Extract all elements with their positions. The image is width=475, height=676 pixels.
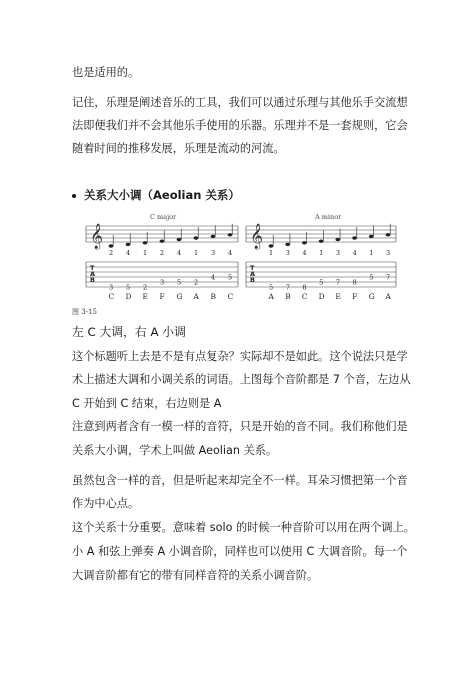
left-notehead [126,243,131,246]
left-finger-number: 1 [194,249,199,257]
right-notehead [302,241,307,244]
left-note-name: C [227,292,234,301]
left-finger-number: 4 [126,249,131,257]
figure-caption: 图 3-15 [72,308,97,316]
left-notehead [194,236,199,239]
right-note-name: F [352,292,358,301]
left-finger-number: 2 [109,249,114,257]
body-line: 作为中心点。 [72,497,140,510]
left-notehead [109,244,114,247]
left-note-name: A [193,292,199,301]
left-note-name: B [210,292,217,301]
paragraph-line: 记住，乐理是阐述音乐的工具，我们可以通过乐理与其他乐手交流想 [72,96,408,109]
right-notehead [319,240,324,243]
right-note-name: D [318,292,325,301]
left-finger-number: 1 [143,249,148,257]
right-notehead [285,243,290,246]
figure-left-title: C major [150,213,177,221]
left-notehead [228,233,233,236]
section-title: 关系大小调（Aeolian 关系） [84,188,240,202]
right-tab-fret: 8 [302,283,307,292]
right-notehead [369,235,374,238]
left-tab-fret: 4 [211,273,216,282]
left-tab-fret: 5 [177,278,182,287]
right-finger-number: 1 [319,249,324,257]
left-note-name: E [142,292,148,301]
right-notehead [269,244,274,247]
body-line: 大调音阶都有它的带有同样音符的关系小调音阶。 [72,569,319,582]
right-tab-fret: 7 [335,278,340,287]
paragraph-line: 也是适用的。 [72,66,140,79]
right-note-name: B [285,292,291,301]
section-heading [72,187,240,203]
left-note-name: C [108,292,115,301]
left-treble-clef-icon: 𝄞 [90,224,104,249]
right-tab-fret: 5 [319,278,324,287]
right-tab-label: B [250,276,255,284]
body-line: 术上描述大调和小调关系的词语。上图每个音阶都是 7 个音，左边从 [72,373,411,386]
left-tab-fret: 5 [228,273,233,282]
body-line: 左 C 大调，右 A 小调 [72,325,186,339]
right-notehead [352,236,357,239]
right-note-name: G [368,292,375,301]
left-note-name: G [176,292,183,301]
right-note-name: A [268,292,274,301]
left-notehead [211,235,216,238]
paragraph-line: 随着时间的推移发展，乐理是流动的河流。 [72,142,285,155]
paragraph-line: 法即便我们并不会其他乐手使用的乐器。乐理并不是一套规则，它会 [72,119,408,132]
right-treble-clef-icon: 𝄞 [250,224,264,249]
left-note-name: D [125,292,132,301]
left-tab-fret: 5 [126,283,131,292]
left-finger-number: 3 [211,249,216,257]
left-tab-fret: 3 [109,283,114,292]
body-line: 这个标题听上去是不是有点复杂？实际却不是如此。这个说法只是学 [72,350,408,363]
body-line: 注意到两者含有一模一样的音符，只是开始的音不同。我们称他们是 [72,420,408,433]
right-notehead [386,233,391,236]
left-notehead [160,240,165,243]
body-line: 这个关系十分重要。意味着 solo 的时候一种音阶可以用在两个调上。 [72,521,415,534]
left-tab-fret: 2 [143,283,148,292]
right-notehead [335,238,340,241]
right-finger-number: 4 [302,249,307,257]
left-tab-fret: 3 [160,278,165,287]
right-finger-number: 3 [386,249,391,257]
right-note-name: E [335,292,341,301]
body-line: 虽然包含一样的音，但是听起来却完全不一样。耳朵习惯把第一个音 [72,474,408,487]
left-tab-fret: 2 [194,278,199,287]
right-tab-fret: 5 [369,273,374,282]
right-tab-fret: 5 [269,283,274,292]
figure-right-title: A minor [315,213,342,221]
body-line: 小 A 和弦上弹奏 A 小调音阶，同样也可以使用 C 大调音阶。每一个 [72,545,408,558]
right-note-name: A [385,292,391,301]
left-finger-number: 2 [160,249,165,257]
left-notehead [177,238,182,241]
right-finger-number: 1 [269,249,274,257]
right-note-name: C [301,292,308,301]
left-tab-label: T [90,264,95,272]
body-line: 关系大小调，学术上叫做 Aeolian 关系。 [72,444,278,457]
right-finger-number: 3 [335,249,340,257]
left-finger-number: 4 [177,249,182,257]
left-tab-label: A [90,270,96,278]
right-tab-fret: 7 [285,283,290,292]
right-finger-number: 1 [369,249,374,257]
right-finger-number: 3 [285,249,290,257]
bullet-icon [72,194,76,198]
right-tab-fret: 7 [386,273,391,282]
left-note-name: F [159,292,165,301]
scale-figure [80,212,400,304]
right-tab-label: A [250,270,256,278]
right-finger-number: 4 [352,249,357,257]
body-line: C 开始到 C 结束，右边则是 A [72,397,222,410]
left-tab-label: B [90,276,95,284]
right-tab-fret: 8 [352,278,357,287]
right-tab-label: T [250,264,255,272]
left-finger-number: 4 [228,249,233,257]
left-notehead [143,241,148,244]
